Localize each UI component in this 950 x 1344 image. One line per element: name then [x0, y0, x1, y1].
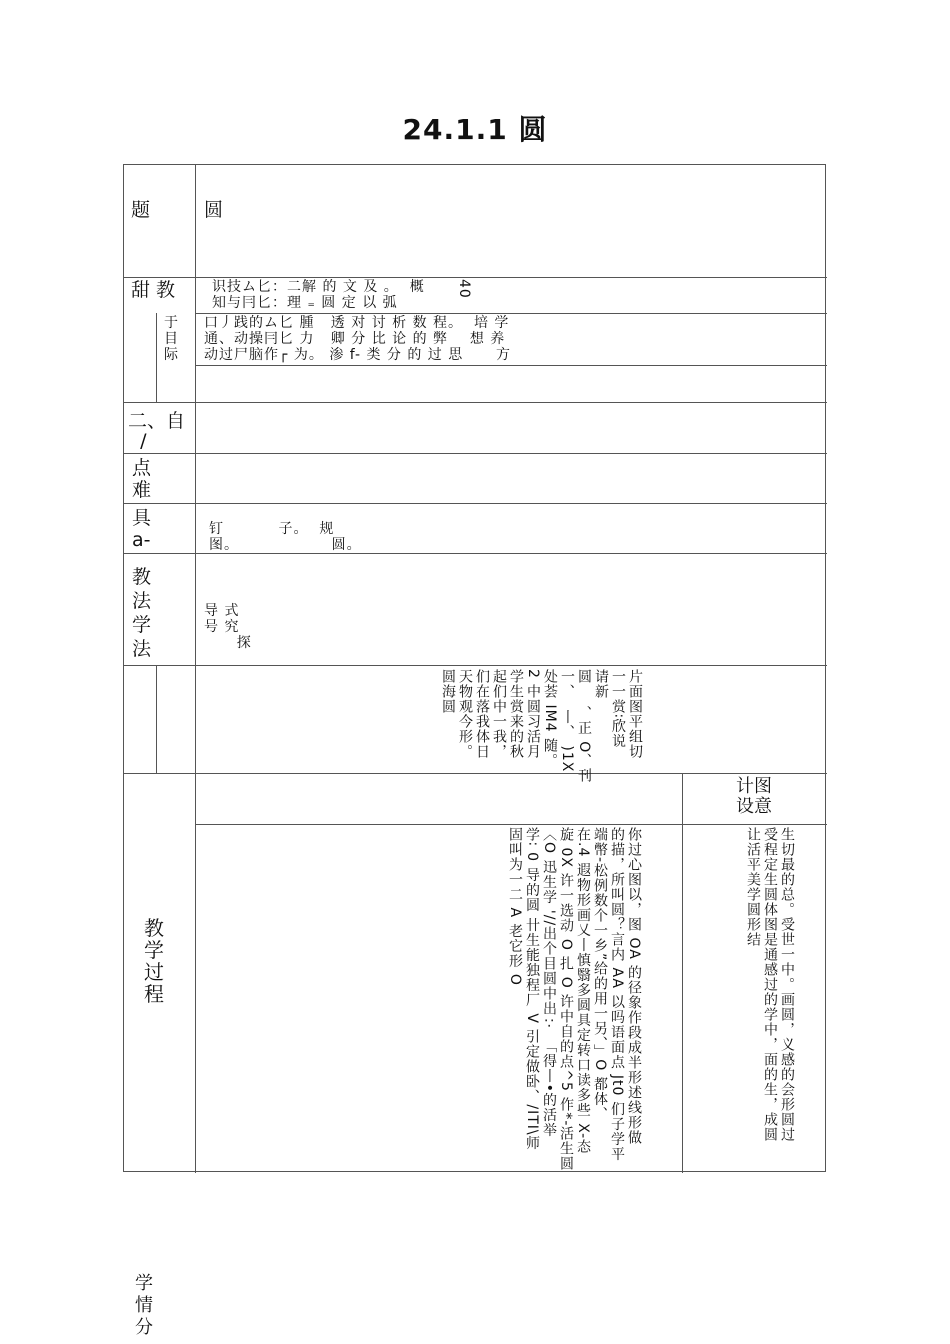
row-divider — [124, 453, 827, 454]
key-points-label: 二、自 / — [128, 410, 186, 452]
row-divider — [124, 665, 827, 666]
tools-value: 钉 子。 规 图。 圆。 — [209, 521, 362, 553]
difficulty-label: 点 难 — [132, 457, 152, 501]
footer-label: 学 情 分 — [135, 1273, 153, 1338]
tools-label: 具 a- — [132, 507, 152, 551]
row-divider — [196, 824, 827, 825]
topic-label: 题 — [131, 199, 151, 221]
topic-value: 圆 — [204, 199, 224, 221]
goals-label: 甜 教 — [131, 279, 176, 301]
design-header: 计图 设意 — [736, 776, 772, 817]
goals-knowledge: 识技ム匕：二解 的 文 及 。 概 知与冃匕：理 ₌ 圆 定 以 弧 — [212, 279, 425, 311]
row-divider — [124, 773, 827, 774]
col-divider — [195, 165, 196, 1173]
process-label: 教学过程 — [144, 916, 164, 1006]
col-divider — [156, 665, 157, 773]
goals-sub-label: 于 目 际 — [164, 315, 179, 363]
row-divider — [124, 277, 827, 278]
row-divider — [124, 553, 827, 554]
intro-text: 片面图平组切 一一赏∶欣说 请新 圆 、正 O、刊 一、 丨、 )1X 处荟 IM4 随。 2 中圆习活月 学生赏来的秋 起们中一我， 们在落我体日 天物观今形。 圆海圆 — [440, 669, 643, 784]
row-divider — [196, 313, 827, 314]
goals-number: 40 — [456, 279, 472, 299]
process-text: 你过心图以，图 OA 的径象作段成半形述线形做 的描，所叫圆？言内 AA 以吗语面点 Jt0 们子学平 端幣-松例数个一乡”给的用一另、」O 都体、 在.4 遐物形画乂丨慎翳多圆具定转口读多些 X-态 旋 0X 许一选动 O 扎 O 许中自的点^5 作*-活生圆 〈O 迅生学 '//出个目圆中出∵ 「得丨•的活举 学∶ 0 导的圆 卄生能独程厂 V 引定做卧、/ITI\师 固叫为一二 A 老它形 O — [507, 827, 642, 1172]
page-title: 24.1.1 圆 — [402, 113, 548, 146]
row-divider — [124, 503, 827, 504]
col-divider — [156, 313, 157, 402]
design-text: 生切最的总。受世一中。画圆，义感的会形圆过 受程定生圆体图是通感过的学中，面的生，成圆 让活平美学圆形结 — [745, 827, 795, 1142]
goals-process: 口丿践的ム匕 腫 透 对 讨 析 数 程。 培 学 通、动操冃匕 力 卿 分 比 论 的 弊 想 养 动过尸脑作┌ 为。 渗 f- 类 分 的 过 思 方 — [204, 315, 511, 363]
col-divider — [682, 773, 683, 1173]
row-divider — [196, 365, 827, 366]
method-value: 导 式 号 究 探 — [204, 603, 252, 651]
row-divider — [124, 402, 827, 403]
lesson-plan-table — [123, 164, 826, 1172]
method-label: 教 法 学 法 — [132, 566, 152, 660]
